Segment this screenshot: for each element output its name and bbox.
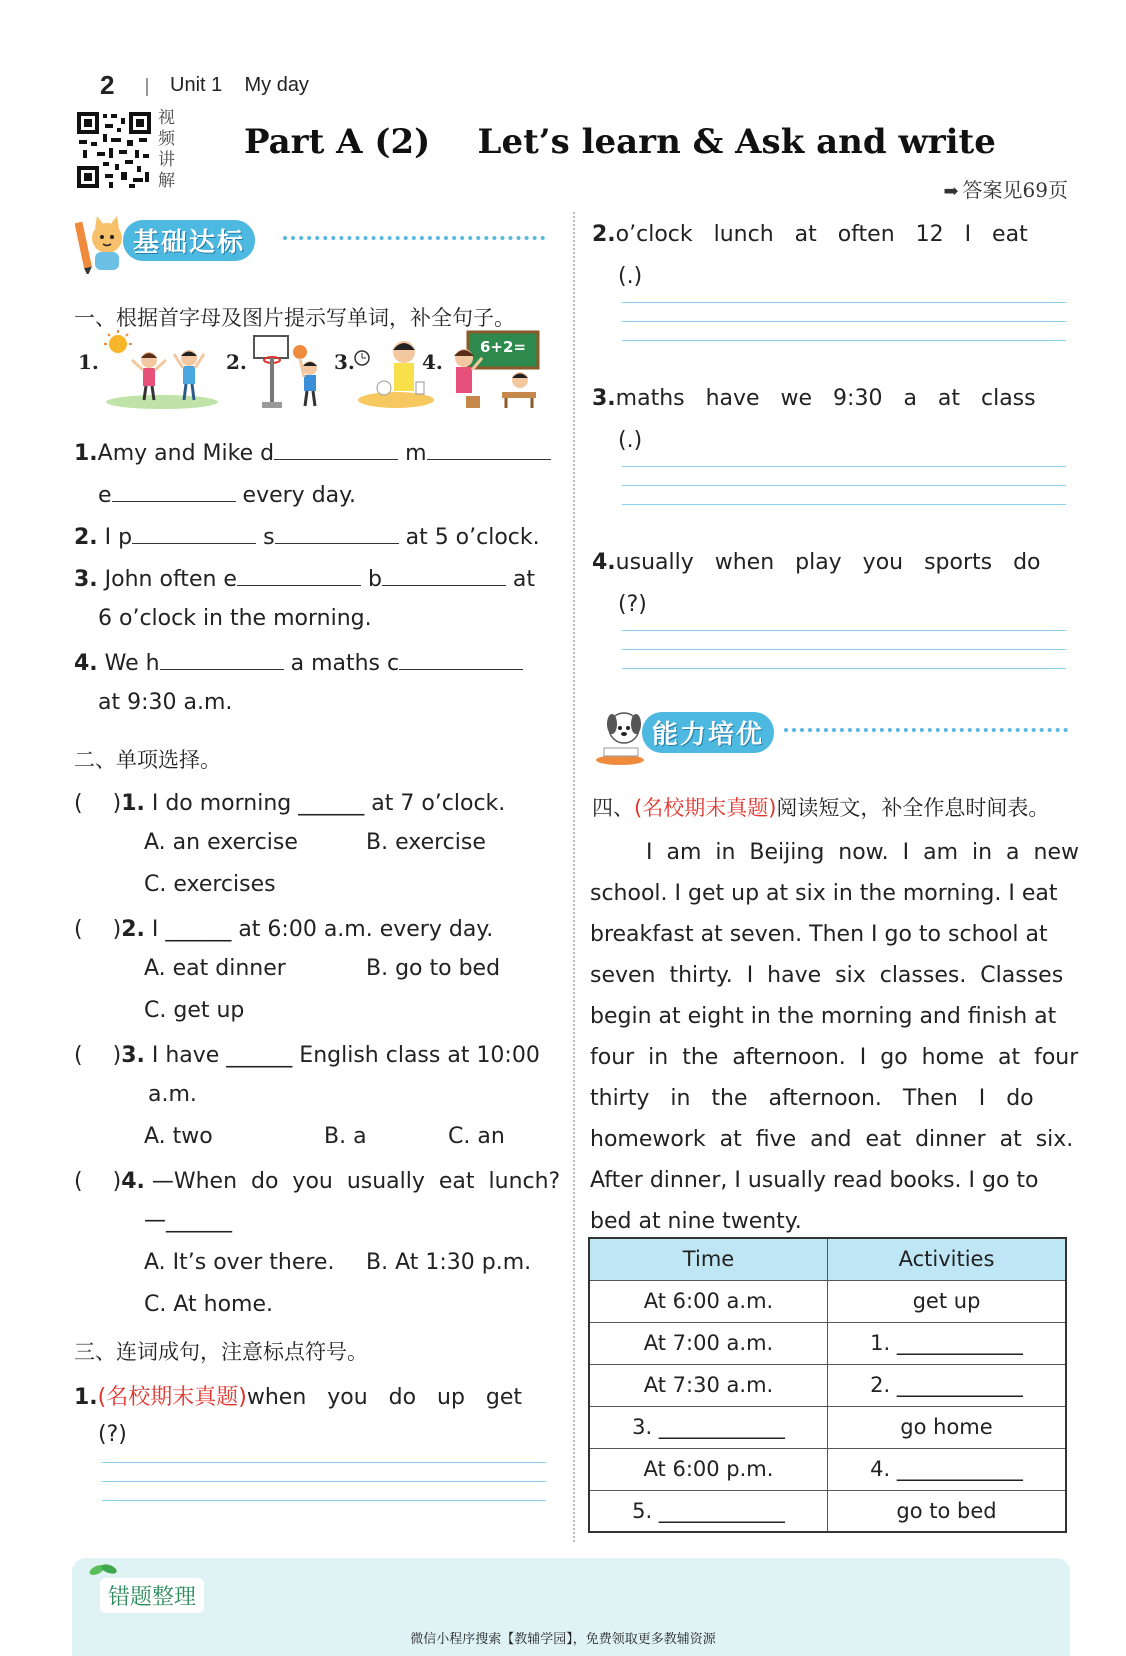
- passage-line: bed at nine twenty.: [590, 1209, 802, 1234]
- table-cell-blank[interactable]: 2. ____________: [828, 1364, 1067, 1406]
- column-divider: [573, 212, 575, 1542]
- passage-line: I am in Beijing now. I am in a new: [646, 840, 1079, 865]
- table-cell-blank[interactable]: 1. ____________: [828, 1322, 1067, 1364]
- paren: ): [112, 791, 122, 816]
- mc-question-3: [74, 1040, 540, 1068]
- answer-blank[interactable]: [382, 564, 506, 586]
- question-stem: I do morning ______ at 7 o’clock.: [144, 791, 506, 816]
- unit-label: Unit 1 My day: [170, 74, 309, 96]
- reading-passage: [590, 832, 1079, 1242]
- option-a[interactable]: A. It’s over there.: [144, 1250, 335, 1275]
- table-row: [589, 1490, 1066, 1532]
- q-number: 3.: [74, 567, 98, 592]
- answer-blank[interactable]: [112, 480, 236, 502]
- pic-label-1: 1.: [78, 350, 99, 374]
- q-number: 4.: [592, 550, 616, 575]
- sentence-text: every day.: [235, 483, 357, 508]
- answer-paren-slot[interactable]: [83, 1166, 113, 1188]
- dog-reading-mascot-icon: [594, 706, 646, 766]
- option-c[interactable]: C. At home.: [144, 1292, 273, 1317]
- q-number: 3.: [592, 386, 616, 411]
- punctuation-hint: (.): [618, 264, 643, 289]
- section4-title: [592, 792, 1049, 822]
- answer-blank[interactable]: [275, 522, 399, 544]
- q-number: 1.: [121, 791, 145, 816]
- table-row: [589, 1280, 1066, 1322]
- table-row: [589, 1448, 1066, 1490]
- writing-lines[interactable]: [622, 284, 1066, 341]
- paren: (: [74, 1043, 83, 1068]
- answer-ref-text: 答案见69页: [962, 178, 1068, 202]
- writing-lines[interactable]: [622, 448, 1066, 505]
- q-number: 4.: [121, 1169, 145, 1194]
- fill-sentence-4: [74, 648, 523, 676]
- sentence-text: b: [360, 567, 382, 592]
- answer-paren-slot[interactable]: [83, 788, 113, 810]
- sentence-text: Amy and Mike d: [97, 441, 275, 466]
- q-number: 2.: [121, 917, 145, 942]
- table-row: [589, 1322, 1066, 1364]
- paren: ): [112, 917, 122, 942]
- mc-question-1: [74, 788, 505, 816]
- table-cell-blank[interactable]: 5. ____________: [589, 1490, 828, 1532]
- table-row: [589, 1364, 1066, 1406]
- banner-label-basic: 基础达标: [123, 220, 255, 261]
- sentence-text: John often e: [97, 567, 237, 592]
- cat-pencil-mascot-icon: [75, 214, 127, 274]
- table-cell: go to bed: [828, 1490, 1067, 1532]
- table-header-time: Time: [589, 1238, 828, 1280]
- scrambled-words: when you do up get: [246, 1385, 523, 1410]
- sentence-text: e: [98, 483, 112, 508]
- answer-paren-slot[interactable]: [83, 1040, 113, 1062]
- passage-line: begin at eight in the morning and finish at: [590, 1004, 1057, 1029]
- q-number: 4.: [74, 651, 98, 676]
- fill-sentence-4-cont: at 9:30 a.m.: [98, 690, 233, 715]
- reorder-question-1: [74, 1380, 522, 1411]
- passage-line: breakfast at seven. Then I go to school at: [590, 922, 1048, 947]
- section3-title: 三、连词成句，注意标点符号。: [74, 1340, 368, 1364]
- option-c[interactable]: C. get up: [144, 998, 245, 1023]
- kids-exercise-picture: [104, 330, 220, 410]
- scrambled-words: o’clock lunch at often 12 I eat: [615, 222, 1028, 247]
- passage-line: seven thirty. I have six classes. Classes: [590, 963, 1064, 988]
- exam-tag: (名校期末真题): [97, 1385, 247, 1410]
- option-c[interactable]: C. an: [448, 1124, 505, 1149]
- sentence-text: s: [256, 525, 275, 550]
- option-a[interactable]: A. an exercise: [144, 830, 298, 855]
- q-number: 2.: [74, 525, 98, 550]
- table-cell: At 7:30 a.m.: [589, 1364, 828, 1406]
- writing-lines[interactable]: [622, 612, 1066, 669]
- banner-dots: [283, 236, 545, 240]
- table-header-activities: Activities: [828, 1238, 1067, 1280]
- fill-sentence-1-cont: [98, 480, 356, 508]
- option-b[interactable]: B. go to bed: [366, 956, 501, 981]
- section-instruction: 阅读短文，补全作息时间表。: [776, 796, 1050, 820]
- question-stem: I ______ at 6:00 a.m. every day.: [144, 917, 494, 942]
- banner-dots: [784, 728, 1068, 732]
- reorder-question-2: [592, 222, 1028, 247]
- table-cell: At 6:00 p.m.: [589, 1448, 828, 1490]
- mistake-notes-label: 错题整理: [100, 1578, 204, 1613]
- arrow-right-icon: ➡: [943, 181, 959, 202]
- qr-code-icon[interactable]: [75, 110, 153, 190]
- q-number: 1.: [74, 1385, 98, 1410]
- passage-line: After dinner, I usually read books. I go to: [590, 1168, 1039, 1193]
- q-number: 3.: [121, 1043, 145, 1068]
- paren: (: [74, 791, 83, 816]
- question-stem-cont: a.m.: [148, 1082, 197, 1107]
- reorder-question-3: [592, 386, 1036, 411]
- option-a[interactable]: A. two: [144, 1124, 213, 1149]
- section1-title: 一、根据首字母及图片提示写单词，补全句子。: [74, 306, 515, 330]
- passage-line: homework at five and eat dinner at six.: [590, 1127, 1074, 1152]
- section2-title: 二、单项选择。: [74, 748, 221, 772]
- pic-label-4: 4.: [422, 350, 443, 374]
- paren: (: [74, 917, 83, 942]
- exam-tag: (名校期末真题): [634, 796, 777, 820]
- answer-paren-slot[interactable]: [83, 914, 113, 936]
- fill-sentence-3-cont: 6 o’clock in the morning.: [98, 606, 372, 631]
- fill-sentence-1: [74, 438, 551, 466]
- schedule-table: [588, 1237, 1067, 1533]
- answer-reference: [943, 174, 1068, 203]
- mc-question-4: [74, 1166, 560, 1194]
- page-title: Part A (2) Let’s learn & Ask and write: [244, 122, 996, 162]
- table-cell: At 7:00 a.m.: [589, 1322, 828, 1364]
- sentence-text: m: [398, 441, 427, 466]
- reorder-question-4: [592, 550, 1041, 575]
- sentence-text: at: [505, 567, 536, 592]
- section-banner-basic: [75, 214, 545, 258]
- paren: ): [112, 1043, 122, 1068]
- table-cell-blank[interactable]: 4. ____________: [828, 1448, 1067, 1490]
- passage-line: four in the afternoon. I go home at four: [590, 1045, 1079, 1070]
- punctuation-hint: (?): [98, 1422, 127, 1447]
- table-cell: go home: [828, 1406, 1067, 1448]
- option-a[interactable]: A. eat dinner: [144, 956, 286, 981]
- passage-line: school. I get up at six in the morning. I eat: [590, 881, 1058, 906]
- punctuation-hint: (.): [618, 428, 643, 453]
- paren: (: [74, 1169, 83, 1194]
- q-number: 1.: [74, 441, 98, 466]
- writing-lines[interactable]: [102, 1444, 546, 1501]
- option-b[interactable]: B. At 1:30 p.m.: [366, 1250, 532, 1275]
- sentence-text: We h: [97, 651, 160, 676]
- section-banner-advanced: [594, 706, 1068, 750]
- option-b[interactable]: B. a: [324, 1124, 367, 1149]
- answer-blank[interactable]: [237, 564, 361, 586]
- table-cell: get up: [828, 1280, 1067, 1322]
- footer-text: 微信小程序搜索【教辅学园】，免费领取更多教辅资源: [410, 1632, 716, 1647]
- q-number: 2.: [592, 222, 616, 247]
- table-cell: At 6:00 a.m.: [589, 1280, 828, 1322]
- basketball-picture: [250, 330, 328, 410]
- fill-sentence-2: [74, 522, 540, 550]
- fill-sentence-3: [74, 564, 535, 592]
- answer-blank[interactable]: [399, 648, 523, 670]
- section-number: 四、: [592, 796, 634, 820]
- scrambled-words: usually when play you sports do: [615, 550, 1041, 575]
- passage-line: thirty in the afternoon. Then I do: [590, 1086, 1034, 1111]
- sentence-text: a maths c: [283, 651, 400, 676]
- option-b[interactable]: B. exercise: [366, 830, 486, 855]
- answer-blank[interactable]: [274, 438, 398, 460]
- table-row: [589, 1406, 1066, 1448]
- table-cell-blank[interactable]: 3. ____________: [589, 1406, 828, 1448]
- page-number: 2: [100, 70, 115, 100]
- question-stem-cont: —______: [144, 1208, 232, 1233]
- paren: ): [112, 1169, 122, 1194]
- answer-blank[interactable]: [132, 522, 256, 544]
- banner-label-advanced: 能力培优: [642, 712, 774, 753]
- punctuation-hint: (?): [618, 592, 647, 617]
- sentence-text: I p: [97, 525, 133, 550]
- question-stem: —When do you usually eat lunch?: [144, 1169, 561, 1194]
- blackboard-text: 6+2=: [480, 338, 527, 356]
- option-c[interactable]: C. exercises: [144, 872, 276, 897]
- leaf-icon: [88, 1560, 118, 1578]
- scrambled-words: maths have we 9:30 a at class: [615, 386, 1036, 411]
- sentence-text: at 5 o’clock.: [398, 525, 540, 550]
- answer-blank[interactable]: [427, 438, 551, 460]
- mc-question-2: [74, 914, 493, 942]
- answer-blank[interactable]: [160, 648, 284, 670]
- pic-label-2: 2.: [226, 350, 247, 374]
- qr-caption: 视频讲解: [158, 108, 175, 191]
- question-stem: I have ______ English class at 10:00: [144, 1043, 540, 1068]
- pic-label-3: 3.: [334, 350, 355, 374]
- header-divider: [146, 78, 148, 96]
